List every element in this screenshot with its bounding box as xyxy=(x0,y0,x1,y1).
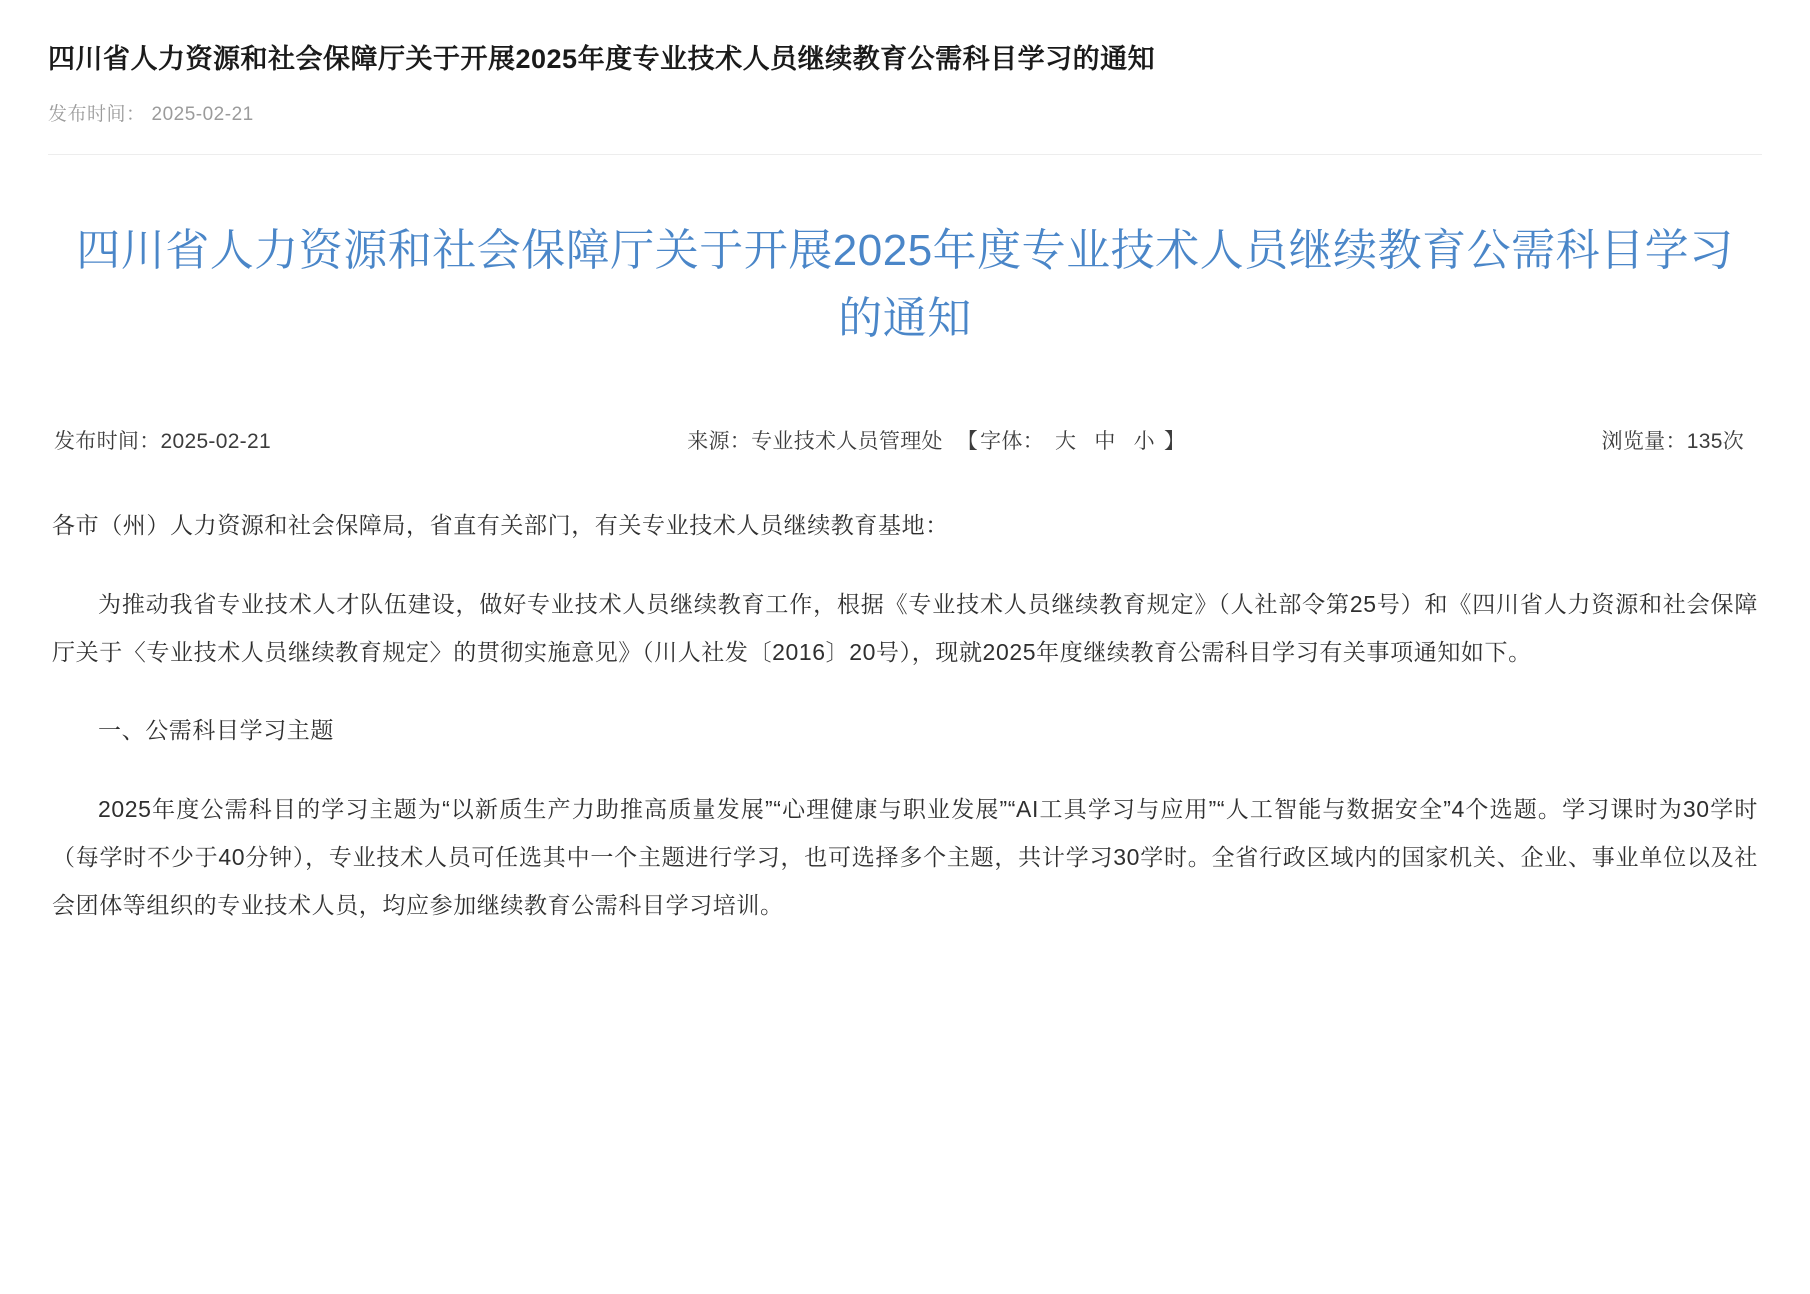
article-source-and-fontsize xyxy=(271,425,1602,455)
article-title: 四川省人力资源和社会保障厅关于开展2025年度专业技术人员继续教育公需科目学习的通知 xyxy=(76,226,1734,344)
views-value: 135次 xyxy=(1686,430,1744,454)
article-body xyxy=(52,501,1758,929)
article-publish-label: 发布时间： xyxy=(54,430,161,454)
header-publish-label: 发布时间： xyxy=(48,104,146,126)
header-publish-meta xyxy=(48,99,1762,126)
article-views xyxy=(1602,425,1758,455)
font-size-label: 字体： xyxy=(980,430,1045,454)
section-one-heading: 一、公需科目学习主题 xyxy=(98,717,334,744)
article-source xyxy=(687,425,943,455)
views-label: 浏览量： xyxy=(1601,430,1687,454)
article-meta-bar xyxy=(52,425,1758,455)
article-source-value: 专业技术人员管理处 xyxy=(751,430,943,454)
font-bracket-open: 【 xyxy=(956,430,979,454)
page-header xyxy=(0,0,1810,126)
article-source-label: 来源： xyxy=(687,430,752,454)
page-title: 四川省人力资源和社会保障厅关于开展2025年度专业技术人员继续教育公需科目学习的通知 xyxy=(48,44,1156,74)
paragraph-salutation: 各市（州）人力资源和社会保障局，省直有关部门，有关专业技术人员继续教育基地： xyxy=(52,512,949,539)
article xyxy=(0,217,1810,999)
font-size-small-button[interactable]: 小 xyxy=(1133,430,1155,454)
font-size-control xyxy=(957,425,1185,455)
font-bracket-close: 】 xyxy=(1163,430,1186,454)
header-divider xyxy=(48,154,1762,155)
header-publish-date: 2025-02-21 xyxy=(151,104,254,126)
paragraph-intro: 为推动我省专业技术人才队伍建设，做好专业技术人员继续教育工作，根据《专业技术人员继续教育规定》（人社部令第25号）和《四川省人力资源和社会保障厅关于〈专业技术人员继续教育规定〉的贯彻实施意见》（川人社发〔2016〕20号），现就2025年度继续教育公需科目学习有关事项通知如下。 xyxy=(52,590,1758,666)
article-publish-date: 2025-02-21 xyxy=(160,430,271,454)
font-size-medium-button[interactable]: 中 xyxy=(1094,430,1116,454)
article-publish-meta xyxy=(52,425,271,455)
font-size-large-button[interactable]: 大 xyxy=(1055,430,1077,454)
section-one-body: 2025年度公需科目的学习主题为“以新质生产力助推高质量发展”“心理健康与职业发展”“AI工具学习与应用”“人工智能与数据安全”4个选题。学习课时为30学时（每学时不少于40分钟），专业技术人员可任选其中一个主题进行学习，也可选择多个主题，共计学习30学时。全省行政区域内的国家机关、企业、事业单位以及社会团体等组织的专业技术人员，均应参加继续教育公需科目学习培训。 xyxy=(52,795,1758,919)
